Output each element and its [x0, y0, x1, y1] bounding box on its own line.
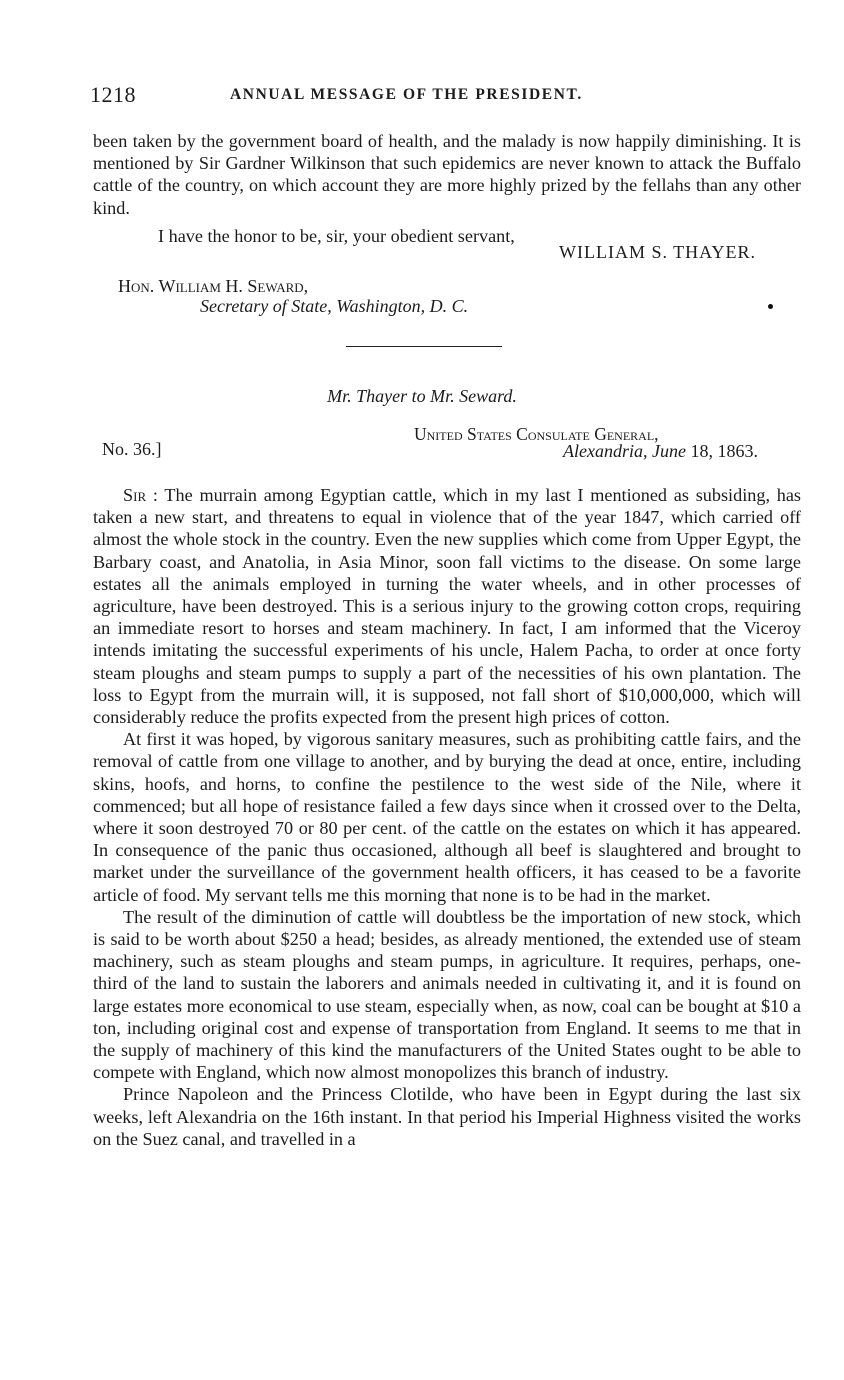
continued-paragraph: been taken by the government board of health, and the malady is now happily diminishing. It is mentioned by Sir Gardner Wilkinson that such epidemics are never known to attack the Buffalo cattle of the country, on which account they are more highly prized by the fellahs than any other kind. — [93, 131, 801, 218]
letter-title: Mr. Thayer to Mr. Seward. — [327, 386, 517, 406]
running-head: ANNUAL MESSAGE OF THE PRESIDENT. — [230, 86, 583, 103]
letter-body — [93, 484, 801, 1150]
addressee-title: Secretary of State, Washington, D. C. — [200, 296, 469, 316]
salutation: Sir : — [123, 485, 158, 505]
letter-number: No. 36.] — [102, 439, 162, 459]
page-header — [90, 82, 750, 114]
origin-office: United States Consulate General, — [414, 424, 659, 444]
previous-letter-ending — [93, 130, 801, 219]
body-paragraph-4: Prince Napoleon and the Princess Clotilde, who have been in Egypt during the last six weeks, left Alexandria on the 16th instant. In that period his Imperial Highness visited the works on the Suez canal, and travelled in a — [93, 1084, 801, 1149]
body-paragraph-2: At first it was hoped, by vigorous sanitary measures, such as prohibiting cattle fairs, and the removal of cattle from one village to another, and by burying the dead at once, entire, including skins, hoofs, and horns, to confine the pestilence to the west side of the Nile, where it commenced; but all hope of resistance failed a few days since when it crossed over to the Delta, where it soon destroyed 70 or 80 per cent. of the cattle on the estates on which it has appeared. In consequence of the panic thus occasioned, although all beef is slaughtered and brought to market under the surveillance of the government health officers, it has ceased to be a favorite article of food. My servant tells me this morning that none is to be had in the market. — [93, 729, 801, 905]
body-paragraph-3: The result of the diminution of cattle will doubtless be the importation of new stock, which is said to be worth about $250 a head; besides, as already mentioned, the extended use of steam machinery, such as steam ploughs and steam pumps, in agriculture. It requires, perhaps, one-third of the land to sustain the laborers and animals needed in cultivating it, and it is found on large estates more economical to use steam, especially when, as now, coal can be bought at $10 a ton, including original cost and expense of transportation from England. It seems to me that in the supply of machinery of this kind the manufacturers of the United States ought to be able to compete with England, which now almost monopolizes this branch of industry. — [93, 906, 801, 1083]
origin-place-date — [563, 441, 758, 462]
page-number: 1218 — [90, 82, 136, 107]
section-divider — [346, 346, 502, 347]
addressee-name: Hon. William H. Seward, — [118, 276, 309, 296]
complimentary-closing: I have the honor to be, sir, your obedient servant, — [158, 226, 515, 246]
signature: WILLIAM S. THAYER. — [559, 242, 756, 262]
origin-place: Alexandria, June — [563, 441, 686, 461]
ink-speck — [768, 304, 773, 309]
origin-date: 18, 1863. — [690, 441, 758, 461]
paragraph-text: The murrain among Egyptian cattle, which in my last I mentioned as subsiding, has taken a new start, and threatens to equal in violence that of the year 1847, which carried off almost the whole stock in the country. Even the new supplies which come from Upper Egypt, the Barbary coast, and Anatolia, in Asia Minor, soon fall victims to the disease. On some large estates all the animals employed in turning the water wheels, and in other processes of agriculture, have been destroyed. This is a serious injury to the growing cotton crops, requiring an immediate resort to horses and steam machinery. In fact, I am informed that the Viceroy intends imitating the successful experiments of his uncle, Halem Pacha, to order at once forty steam ploughs and steam pumps to supply a part of the necessities of his own plantation. The loss to Egypt from the murrain will, it is supposed, not fall short of $10,000,000, which will considerably reduce the profits expected from the present high prices of cotton. — [93, 485, 802, 728]
body-paragraph-1 — [93, 484, 801, 728]
